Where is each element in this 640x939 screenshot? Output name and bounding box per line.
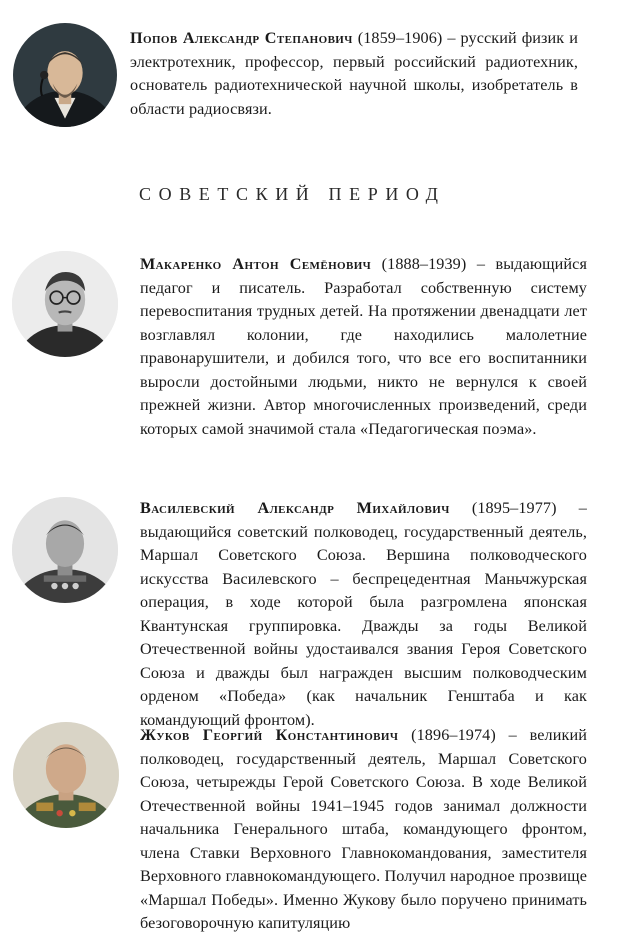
entry-makarenko-text <box>140 253 587 441</box>
entry-zhukov-text <box>140 724 587 936</box>
portrait-vasilevsky <box>12 497 118 603</box>
entry-vasilevsky-description: – выдающийся советский полководец, государственный деятель, Маршал Советского Союза. Вершина полководческого искусства Василевского – беспрецедентная Маньчжурская операция, в ходе которой была разгромлена японская Квантунская группировка. Дважды за годы Великой Отечественной войны удостаивался звания Героя Советского Союза и дважды был награжден высшим полководческим орденом «Победа» (как начальник Генштаба и как командующий фронтом). <box>140 499 587 729</box>
portrait-makarenko <box>12 251 118 357</box>
entry-popov-name: Попов Александр Степанович <box>130 29 353 47</box>
entry-popov-text <box>130 27 578 121</box>
entry-zhukov-dates: (1896–1974) <box>411 726 496 744</box>
entry-makarenko-description: – выдающийся педагог и писатель. Разработал собственную систему перевоспитания трудных детей. На протяжении двенадцати лет возглавлял колонии, где находились малолетние правонарушители, и добился того, что все его воспитанники выросли достойными людьми, никто не вернулся к своей прежней жизни. Автор многочисленных произведений, среди которых самой значимой стала «Педагогическая поэма». <box>140 255 587 438</box>
entry-zhukov-description: – великий полководец, государственный деятель, Маршал Советского Союза, четырежды Герой Советского Союза. В ходе Великой Отечественной войны 1941–1945 годов занимал должности начальника Генерального штаба, командующего фронтом, члена Ставки Верховного Главнокомандования, заместителя Верховного главнокомандующего. Получил народное прозвище «Маршал Победы». Именно Жукову было поручено принимать безоговорочную капитуляцию <box>140 726 587 932</box>
section-title: СОВЕТСКИЙ ПЕРИОД <box>139 184 446 204</box>
entry-vasilevsky-dates: (1895–1977) <box>471 499 557 517</box>
entry-zhukov-name: Жуков Георгий Константинович <box>140 726 399 744</box>
entry-vasilevsky-text <box>140 497 587 732</box>
entry-popov-description: – русский физик и электротехник, профессор, первый российский радиотехник, основатель радиотехнической научной школы, изобретатель в области радиосвязи. <box>130 29 578 118</box>
entry-makarenko-dates: (1888–1939) <box>381 255 467 273</box>
entry-vasilevsky-name: Василевский Александр Михайлович <box>140 499 450 517</box>
portrait-zhukov <box>13 722 119 828</box>
portrait-popov <box>13 23 117 127</box>
entry-popov-dates: (1859–1906) <box>357 29 443 47</box>
entry-makarenko-name: Макаренко Антон Семёнович <box>140 255 372 273</box>
